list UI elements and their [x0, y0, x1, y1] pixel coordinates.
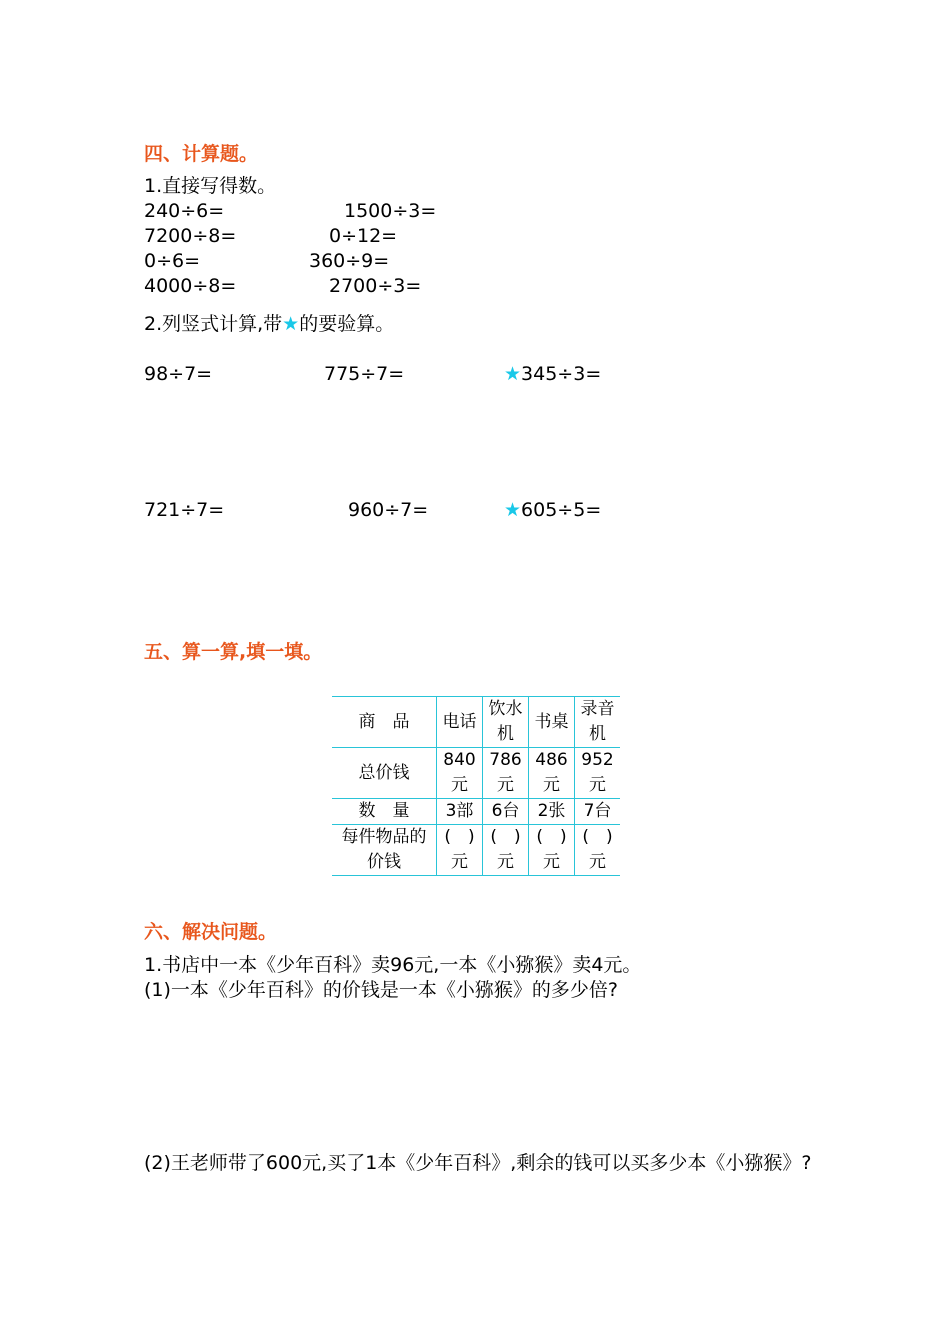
vertical-calc-item-starred: ★345÷3= [504, 363, 602, 385]
vertical-calc-item-starred: ★605÷5= [504, 499, 602, 521]
vertical-calc-item: 775÷7= [324, 363, 405, 385]
calc-item: 4000÷8= [144, 275, 237, 297]
table-cell: 486元 [529, 748, 575, 799]
goods-table [332, 696, 620, 876]
row-label: 数 量 [332, 799, 437, 825]
table-cell: 7台 [575, 799, 621, 825]
answer-blank: ( )元 [483, 825, 529, 876]
row-label: 总价钱 [332, 748, 437, 799]
section4-heading: 四、计算题。 [144, 143, 259, 165]
table-cell: 840元 [437, 748, 483, 799]
q2-title: 2.列竖式计算,带★的要验算。 [144, 313, 395, 335]
answer-blank: ( )元 [529, 825, 575, 876]
table-header-cell: 书桌 [529, 697, 575, 748]
vertical-calc-item: 721÷7= [144, 499, 225, 521]
calc-item: 1500÷3= [344, 200, 437, 222]
q1-title: 1.直接写得数。 [144, 175, 277, 197]
table-cell: 6台 [483, 799, 529, 825]
table-header-cell: 饮水机 [483, 697, 529, 748]
answer-blank: ( )元 [437, 825, 483, 876]
calc-item: 7200÷8= [144, 225, 237, 247]
table-row [332, 748, 620, 799]
row-label: 每件物品的价钱 [332, 825, 437, 876]
vertical-calc-item: 960÷7= [348, 499, 429, 521]
star-icon: ★ [504, 363, 522, 385]
table-header-cell: 录音机 [575, 697, 621, 748]
problem-subquestion: (2)王老师带了600元,买了1本《少年百科》,剩余的钱可以买多少本《小猕猴》? [144, 1152, 812, 1174]
table-row [332, 825, 620, 876]
answer-blank: ( )元 [575, 825, 621, 876]
star-icon: ★ [504, 499, 522, 521]
table-cell: 952元 [575, 748, 621, 799]
section6-heading: 六、解决问题。 [144, 921, 278, 943]
table-cell: 2张 [529, 799, 575, 825]
calc-item: 360÷9= [309, 250, 390, 272]
calc-item: 0÷6= [144, 250, 201, 272]
table-row [332, 799, 620, 825]
calc-item: 240÷6= [144, 200, 225, 222]
star-icon: ★ [282, 313, 300, 335]
section5-heading: 五、算一算,填一填。 [144, 641, 323, 663]
problem-subquestion: (1)一本《少年百科》的价钱是一本《小猕猴》的多少倍? [144, 979, 618, 1001]
table-cell: 3部 [437, 799, 483, 825]
calc-item: 0÷12= [329, 225, 398, 247]
problem-text: 1.书店中一本《少年百科》卖96元,一本《小猕猴》卖4元。 [144, 954, 642, 976]
table-row [332, 697, 620, 748]
table-cell: 786元 [483, 748, 529, 799]
vertical-calc-item: 98÷7= [144, 363, 213, 385]
table-header-cell: 电话 [437, 697, 483, 748]
table-header-cell: 商 品 [332, 697, 437, 748]
calc-item: 2700÷3= [329, 275, 422, 297]
